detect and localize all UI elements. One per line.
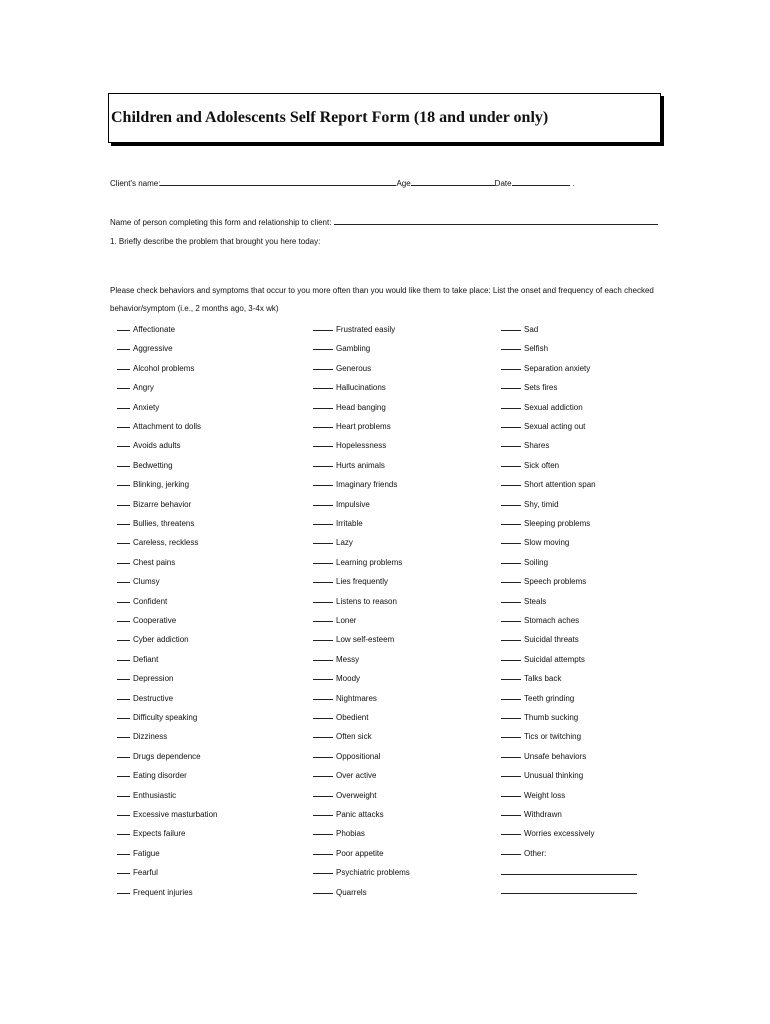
checkbox-blank[interactable] — [313, 729, 333, 738]
checkbox-blank[interactable] — [313, 419, 333, 428]
checkbox-blank[interactable] — [313, 574, 333, 583]
checklist-item-label: Cooperative — [133, 616, 177, 625]
checklist-item-label: Imaginary friends — [336, 480, 398, 490]
checkbox-blank[interactable] — [501, 594, 521, 603]
checkbox-blank[interactable] — [501, 555, 521, 564]
checklist-item — [501, 652, 585, 664]
checklist-item-label: Shy, timid — [524, 499, 559, 509]
checkbox-blank[interactable] — [313, 477, 333, 486]
checkbox-blank[interactable] — [501, 458, 521, 467]
checklist-item-label: Loner — [336, 616, 357, 625]
checkbox-blank[interactable] — [117, 826, 130, 835]
checklist-item — [501, 749, 586, 761]
checklist-item-label: Generous — [336, 363, 372, 373]
checklist-item — [117, 594, 167, 606]
checklist-item — [313, 846, 384, 858]
date-field[interactable] — [512, 177, 570, 186]
checklist-item — [501, 361, 590, 373]
checklist-item-label: Listens to reason — [336, 596, 397, 606]
checkbox-blank[interactable] — [117, 341, 130, 350]
checklist-item — [501, 846, 546, 858]
checklist-item — [313, 361, 371, 373]
checkbox-blank[interactable] — [501, 380, 521, 389]
checkbox-blank[interactable] — [313, 632, 333, 641]
checkbox-blank[interactable] — [117, 691, 130, 700]
checkbox-blank[interactable] — [501, 710, 521, 719]
checklist-item — [313, 652, 359, 664]
checklist-item — [117, 865, 158, 877]
checklist-item-label: Poor appetite — [336, 848, 384, 858]
checklist-item — [313, 574, 388, 586]
age-field[interactable] — [411, 177, 495, 186]
checklist-item — [313, 380, 386, 392]
checklist-item — [313, 438, 386, 450]
checkbox-blank[interactable] — [313, 555, 333, 564]
checklist-item — [501, 400, 583, 412]
other-write-in-line-1[interactable] — [501, 874, 637, 875]
checkbox-blank[interactable] — [117, 594, 130, 603]
checkbox-blank[interactable] — [501, 749, 521, 758]
checklist-item-label: Sets fires — [524, 383, 558, 393]
checkbox-blank[interactable] — [117, 749, 130, 758]
checkbox-blank[interactable] — [117, 438, 130, 447]
checklist-item — [313, 458, 385, 470]
checklist-item-label: Nightmares — [336, 693, 377, 703]
checklist-item-label: Obedient — [336, 713, 369, 722]
checklist-item — [117, 438, 180, 450]
checkbox-blank[interactable] — [313, 438, 333, 447]
checkbox-blank[interactable] — [117, 632, 130, 641]
checklist-item — [501, 438, 549, 450]
checkbox-blank[interactable] — [117, 497, 130, 506]
checklist-item-label: Other: — [524, 848, 547, 858]
checklist-item — [313, 807, 384, 819]
checklist-item-label: Depression — [133, 674, 174, 684]
checkbox-blank[interactable] — [501, 322, 521, 331]
other-write-in-line-2[interactable] — [501, 893, 637, 894]
checkbox-blank[interactable] — [117, 322, 130, 331]
date-suffix: . — [572, 179, 575, 188]
checklist-item — [501, 380, 557, 392]
checklist-item-label: Shares — [524, 441, 550, 451]
checkbox-blank[interactable] — [501, 632, 521, 641]
checklist-item — [501, 710, 578, 722]
checklist-item — [501, 458, 559, 470]
checkbox-blank[interactable] — [501, 652, 521, 661]
checklist-item — [501, 788, 565, 800]
checklist-item-label: Tics or twitching — [524, 732, 582, 742]
checklist-item-label: Often sick — [336, 732, 372, 742]
checklist-item — [313, 594, 397, 606]
checkbox-blank[interactable] — [117, 400, 130, 409]
checkbox-blank[interactable] — [501, 691, 521, 700]
checkbox-blank[interactable] — [313, 652, 333, 661]
checklist-item — [117, 826, 185, 838]
checklist-item-label: Learning problems — [336, 557, 403, 567]
checklist-item-label: Worries excessively — [524, 829, 595, 839]
checklist-item-label: Impulsive — [336, 499, 370, 509]
checklist-item-label: Sleeping problems — [524, 519, 591, 528]
checklist-item — [117, 497, 191, 509]
checklist-item — [313, 555, 402, 567]
checklist-item-label: Panic attacks — [336, 810, 384, 819]
checklist-item — [117, 574, 160, 586]
checklist-item-label: Bedwetting — [133, 460, 173, 470]
checklist-item-label: Stomach aches — [524, 616, 580, 625]
checklist-item-label: Quarrels — [336, 887, 367, 897]
checkbox-blank[interactable] — [501, 535, 521, 544]
checklist-item-label: Excessive masturbation — [133, 810, 218, 819]
checkbox-blank[interactable] — [501, 419, 521, 428]
checklist-item-label: Moody — [336, 674, 361, 684]
checklist-item-label: Separation anxiety — [524, 363, 591, 373]
checkbox-blank[interactable] — [117, 535, 130, 544]
checkbox-blank[interactable] — [313, 826, 333, 835]
checkbox-blank[interactable] — [313, 458, 333, 467]
checklist-item — [117, 671, 173, 683]
checklist-item — [501, 691, 574, 703]
checkbox-blank[interactable] — [313, 865, 333, 874]
checkbox-blank[interactable] — [501, 671, 521, 680]
checkbox-blank[interactable] — [501, 497, 521, 506]
checklist-item-label: Over active — [336, 771, 377, 781]
checkbox-blank[interactable] — [501, 516, 521, 525]
checkbox-blank[interactable] — [501, 438, 521, 447]
checkbox-blank[interactable] — [313, 322, 333, 331]
checklist-item-label: Suicidal attempts — [524, 654, 585, 664]
checklist-item — [501, 322, 538, 334]
checkbox-blank[interactable] — [117, 768, 130, 777]
checkbox-blank[interactable] — [501, 341, 521, 350]
checklist-item-label: Clumsy — [133, 577, 160, 587]
checklist-item-label: Thumb sucking — [524, 713, 579, 722]
checklist-item — [501, 535, 569, 547]
completer-label: Name of person completing this form and relationship to client: — [110, 218, 332, 227]
checklist-item — [501, 341, 548, 353]
checkbox-blank[interactable] — [313, 807, 333, 816]
checklist-item-label: Suicidal threats — [524, 635, 579, 645]
instructions-line-1: Please check behaviors and symptoms that occur to you more often than you would like them to take place: List the onset and frequency of each checked — [110, 286, 654, 295]
checkbox-blank[interactable] — [117, 361, 130, 370]
checklist-item — [313, 768, 376, 780]
checkbox-blank[interactable] — [313, 594, 333, 603]
checklist-item — [313, 497, 370, 509]
checklist-item-label: Destructive — [133, 693, 174, 703]
checkbox-blank[interactable] — [117, 555, 130, 564]
checkbox-blank[interactable] — [313, 380, 333, 389]
checklist-item — [117, 516, 194, 528]
completer-field[interactable] — [334, 216, 658, 225]
checkbox-blank[interactable] — [117, 846, 130, 855]
checklist-item-label: Hopelessness — [336, 441, 387, 451]
checklist-item-label: Fearful — [133, 868, 158, 878]
checklist-item-label: Heart problems — [336, 422, 391, 431]
checklist-item — [501, 613, 579, 625]
checkbox-blank[interactable] — [313, 671, 333, 680]
checklist-item-label: Sexual addiction — [524, 402, 583, 412]
checklist-item-label: Sick often — [524, 460, 560, 470]
checklist-item-label: Hallucinations — [336, 383, 386, 393]
checklist-item — [501, 419, 585, 431]
checklist-item-label: Hurts animals — [336, 460, 385, 470]
client-name-label: Client's name: — [110, 179, 161, 188]
checkbox-blank[interactable] — [501, 477, 521, 486]
checklist-item — [501, 477, 596, 489]
checkbox-blank[interactable] — [313, 749, 333, 758]
checklist-item — [313, 632, 394, 644]
checklist-item-label: Affectionate — [133, 325, 176, 334]
checklist-item-label: Low self-esteem — [336, 635, 395, 645]
checkbox-blank[interactable] — [117, 885, 130, 894]
checkbox-blank[interactable] — [117, 807, 130, 816]
checklist-item-label: Avoids adults — [133, 441, 181, 451]
checklist-item-label: Unusual thinking — [524, 771, 584, 781]
checklist-item-label: Lies frequently — [336, 577, 389, 587]
checklist-item — [117, 749, 201, 761]
checklist-item — [313, 535, 353, 547]
checklist-item — [313, 729, 372, 741]
checklist-item-label: Alcohol problems — [133, 363, 195, 373]
checklist-item — [313, 691, 377, 703]
client-info-row — [110, 177, 575, 188]
checklist-item-label: Talks back — [524, 674, 562, 684]
checklist-item-label: Psychiatric problems — [336, 868, 410, 878]
checklist-item — [117, 710, 197, 722]
checkbox-blank[interactable] — [313, 400, 333, 409]
checklist-item-label: Difficulty speaking — [133, 713, 198, 722]
checklist-item — [313, 341, 370, 353]
checklist-item-label: Speech problems — [524, 577, 587, 587]
client-name-field[interactable] — [160, 177, 396, 186]
checklist-item — [501, 671, 561, 683]
instructions-line-2: behavior/symptom (i.e., 2 months ago, 3-4x wk) — [110, 304, 279, 313]
checklist-item — [501, 632, 579, 644]
checklist-item-label: Sad — [524, 325, 539, 334]
checklist-item-label: Attachment to dolls — [133, 422, 202, 431]
checklist-item-label: Unsafe behaviors — [524, 751, 587, 761]
checkbox-blank[interactable] — [501, 574, 521, 583]
checkbox-blank[interactable] — [501, 846, 521, 855]
checkbox-blank[interactable] — [117, 652, 130, 661]
checklist-item — [313, 826, 365, 838]
checklist-item-label: Weight loss — [524, 790, 566, 800]
checklist-item-label: Cyber addiction — [133, 635, 189, 645]
checklist-item-label: Drugs dependence — [133, 751, 201, 761]
checklist-item — [313, 885, 367, 897]
checklist-item — [501, 516, 590, 528]
checklist-item-label: Bullies, threatens — [133, 519, 195, 528]
checklist-item-label: Fatigue — [133, 848, 160, 858]
checklist-item-label: Anxiety — [133, 402, 160, 412]
checklist-item — [117, 729, 167, 741]
checkbox-blank[interactable] — [117, 613, 130, 622]
checkbox-blank[interactable] — [117, 729, 130, 738]
checklist-item — [501, 729, 581, 741]
checklist-item — [117, 846, 160, 858]
checklist-item — [117, 788, 176, 800]
checkbox-blank[interactable] — [501, 768, 521, 777]
checklist-item-label: Blinking, jerking — [133, 480, 190, 490]
checkbox-blank[interactable] — [117, 671, 130, 680]
checklist-item — [117, 613, 176, 625]
checkbox-blank[interactable] — [313, 361, 333, 370]
checkbox-blank[interactable] — [117, 788, 130, 797]
checklist-item-label: Confident — [133, 596, 168, 606]
checkbox-blank[interactable] — [501, 613, 521, 622]
checklist-item-label: Frustrated easily — [336, 325, 396, 334]
checkbox-blank[interactable] — [501, 788, 521, 797]
age-label: Age — [396, 179, 411, 188]
checklist-item-label: Phobias — [336, 829, 365, 839]
completer-row — [110, 216, 658, 227]
checklist-item-label: Soiling — [524, 557, 549, 567]
checklist-item-label: Overweight — [336, 790, 377, 800]
checkbox-blank[interactable] — [313, 788, 333, 797]
checklist-item-label: Careless, reckless — [133, 538, 199, 548]
checklist-item-label: Short attention span — [524, 480, 596, 490]
checklist-item — [313, 865, 410, 877]
checkbox-blank[interactable] — [501, 400, 521, 409]
checklist-item — [501, 574, 586, 586]
checkbox-blank[interactable] — [117, 710, 130, 719]
title-box — [108, 93, 661, 143]
checklist-item — [313, 710, 368, 722]
checklist-item-label: Expects failure — [133, 829, 186, 839]
checklist-item — [117, 652, 158, 664]
checkbox-blank[interactable] — [313, 535, 333, 544]
checkbox-blank[interactable] — [501, 807, 521, 816]
checklist-item-label: Gambling — [336, 344, 371, 354]
checkbox-blank[interactable] — [117, 419, 130, 428]
checklist-item-label: Bizarre behavior — [133, 499, 192, 509]
checklist-item-label: Lazy — [336, 538, 353, 548]
checkbox-blank[interactable] — [313, 846, 333, 855]
checklist-item — [117, 341, 173, 353]
checklist-item — [117, 477, 189, 489]
checkbox-blank[interactable] — [117, 458, 130, 467]
checklist-item — [313, 749, 380, 761]
checklist-item-label: Angry — [133, 383, 154, 393]
checklist-item-label: Withdrawn — [524, 810, 562, 819]
checkbox-blank[interactable] — [117, 865, 130, 874]
checklist-item — [313, 477, 397, 489]
date-label: Date — [494, 179, 512, 188]
checkbox-blank[interactable] — [117, 380, 130, 389]
checklist-item-label: Oppositional — [336, 751, 381, 761]
checklist-item — [117, 885, 193, 897]
form-title: Children and Adolescents Self Report Form (18 and under only) — [111, 109, 549, 126]
checklist-item — [313, 671, 360, 683]
checklist-item — [117, 632, 189, 644]
checklist-item — [117, 458, 173, 470]
checkbox-blank[interactable] — [313, 885, 333, 894]
checklist-item — [501, 594, 546, 606]
checklist-item — [501, 768, 583, 780]
checklist-item — [501, 826, 595, 838]
checkbox-blank[interactable] — [313, 516, 333, 525]
question-1: 1. Briefly describe the problem that brought you here today: — [110, 237, 321, 246]
checklist-item-label: Enthusiastic — [133, 790, 177, 800]
checklist-item-label: Chest pains — [133, 557, 176, 567]
checklist-item — [313, 322, 395, 334]
checkbox-blank[interactable] — [501, 729, 521, 738]
checklist-item — [313, 419, 391, 431]
checklist-item-label: Slow moving — [524, 538, 570, 548]
checklist-item-label: Selfish — [524, 344, 549, 354]
checklist-item-label: Eating disorder — [133, 771, 187, 781]
checklist-item — [501, 807, 562, 819]
checklist-item — [117, 380, 154, 392]
checklist-item — [117, 400, 159, 412]
checkbox-blank[interactable] — [313, 710, 333, 719]
checklist-item-label: Teeth grinding — [524, 693, 575, 703]
checkbox-blank[interactable] — [313, 691, 333, 700]
checklist-item-label: Irritable — [336, 519, 363, 528]
checklist-item — [117, 419, 201, 431]
checklist-item-label: Sexual acting out — [524, 422, 586, 431]
checkbox-blank[interactable] — [313, 768, 333, 777]
checkbox-blank[interactable] — [313, 497, 333, 506]
checkbox-blank[interactable] — [501, 361, 521, 370]
checklist-item-label: Messy — [336, 654, 360, 664]
checkbox-blank[interactable] — [313, 613, 333, 622]
checklist-item — [117, 691, 173, 703]
checklist-item — [117, 535, 198, 547]
checkbox-blank[interactable] — [313, 341, 333, 350]
checklist-item — [117, 807, 217, 819]
checklist-item — [313, 788, 376, 800]
checklist-item-label: Steals — [524, 596, 547, 606]
checkbox-blank[interactable] — [117, 516, 130, 525]
checklist-item-label: Head banging — [336, 402, 386, 412]
checkbox-blank[interactable] — [117, 574, 130, 583]
checklist-item — [313, 613, 356, 625]
checklist-item — [313, 400, 386, 412]
checklist-item — [501, 497, 559, 509]
checklist-item — [117, 555, 175, 567]
checklist-item — [117, 768, 187, 780]
checklist-item — [117, 361, 194, 373]
checkbox-blank[interactable] — [117, 477, 130, 486]
checklist-item-label: Aggressive — [133, 344, 173, 354]
checklist-item — [501, 555, 548, 567]
checklist-item — [117, 322, 175, 334]
checklist-item — [313, 516, 363, 528]
checkbox-blank[interactable] — [501, 826, 521, 835]
checklist-item-label: Frequent injuries — [133, 887, 193, 897]
checklist-item-label: Dizziness — [133, 732, 168, 742]
checklist-item-label: Defiant — [133, 654, 159, 664]
